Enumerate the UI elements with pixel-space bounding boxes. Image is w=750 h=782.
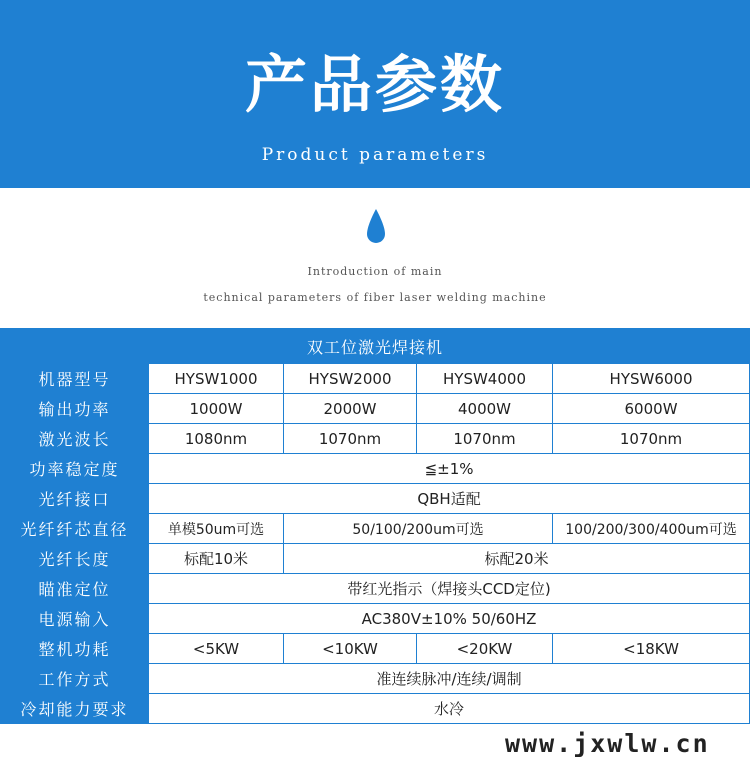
table-cell: 水冷 [149,694,750,724]
water-drop-icon [364,207,388,247]
page-title: 产品参数 [244,48,505,121]
table-cell: 50/100/200um可选 [284,514,553,544]
table-title: 双工位激光焊接机 [1,329,750,364]
row-label: 瞄准定位 [1,574,149,604]
row-label: 电源输入 [1,604,149,634]
table-cell: 标配20米 [284,544,750,574]
table-cell: HYSW4000 [417,364,553,394]
row-label: 工作方式 [1,664,149,694]
table-cell: 1080nm [149,424,284,454]
table-cell: <18KW [553,634,750,664]
table-cell: ≦±1% [149,454,750,484]
spec-table [0,328,750,724]
table-row [1,394,750,424]
table-row [1,484,750,514]
table-cell: AC380V±10% 50/60HZ [149,604,750,634]
table-cell: 1070nm [553,424,750,454]
page-subtitle: Product parameters [261,145,489,165]
table-cell: 标配10米 [149,544,284,574]
table-row [1,364,750,394]
table-cell: 4000W [417,394,553,424]
table-cell: <5KW [149,634,284,664]
table-cell: 1070nm [417,424,553,454]
table-cell: 2000W [284,394,417,424]
table-cell: HYSW2000 [284,364,417,394]
table-cell: HYSW1000 [149,364,284,394]
intro-line-1: Introduction of main [307,265,443,278]
table-row [1,664,750,694]
row-label: 整机功耗 [1,634,149,664]
table-cell: 1000W [149,394,284,424]
table-row [1,544,750,574]
table-row [1,634,750,664]
header-banner [0,0,750,188]
table-cell: 带红光指示（焊接头CCD定位) [149,574,750,604]
table-cell: HYSW6000 [553,364,750,394]
table-row [1,514,750,544]
table-title-row [1,329,750,364]
table-cell: 100/200/300/400um可选 [553,514,750,544]
table-cell: 1070nm [284,424,417,454]
table-cell: <10KW [284,634,417,664]
row-label: 冷却能力要求 [1,694,149,724]
watermark-text: www.jxwlw.cn [505,729,710,758]
table-cell: 单模50um可选 [149,514,284,544]
table-cell: QBH适配 [149,484,750,514]
row-label: 光纤长度 [1,544,149,574]
row-label: 光纤纤芯直径 [1,514,149,544]
row-label: 激光波长 [1,424,149,454]
table-cell: 6000W [553,394,750,424]
row-label: 输出功率 [1,394,149,424]
table-row [1,604,750,634]
row-label: 光纤接口 [1,484,149,514]
intro-line-2: technical parameters of fiber laser welding machine [203,291,547,304]
row-label: 机器型号 [1,364,149,394]
table-row [1,424,750,454]
table-row [1,694,750,724]
table-row [1,574,750,604]
table-cell: 准连续脉冲/连续/调制 [149,664,750,694]
table-row [1,454,750,484]
table-cell: <20KW [417,634,553,664]
row-label: 功率稳定度 [1,454,149,484]
